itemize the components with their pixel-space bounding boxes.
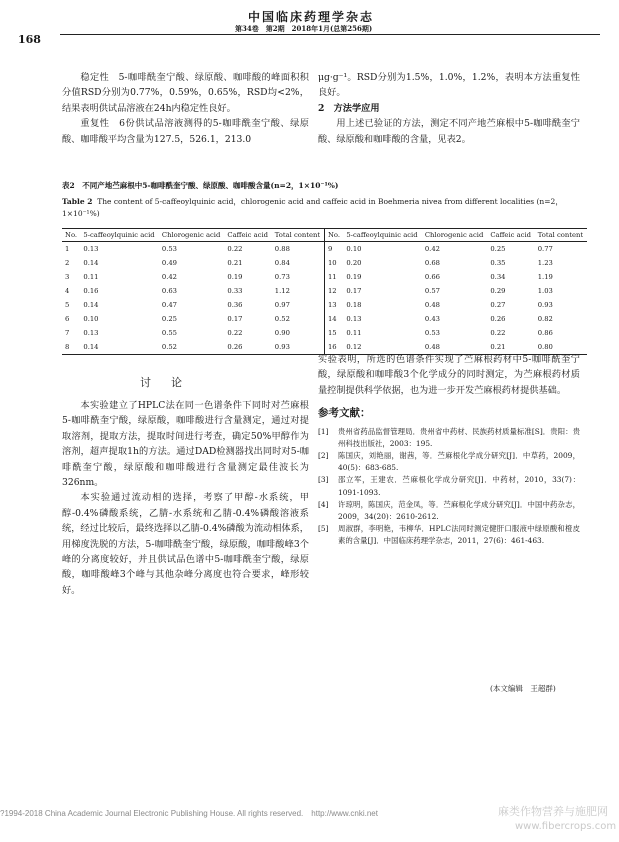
table-cell: 0.11 xyxy=(346,329,362,337)
table-cell: 0.57 xyxy=(424,287,440,295)
section-heading: 2 方法学应用 xyxy=(318,102,380,114)
table-cell: 0.49 xyxy=(161,259,178,267)
table-cell: 0.84 xyxy=(274,259,290,267)
table-cell: 0.19 xyxy=(346,273,362,281)
header-cell: No. xyxy=(62,229,80,242)
reference-text: 贵州省药品监督管理局．贵州省中药材、民族药材质量标准[S]．贵阳：贵州科技出版社，2003：195. xyxy=(338,426,580,448)
table-label: Table 2 xyxy=(62,197,93,206)
table-cell: 0.52 xyxy=(274,315,290,323)
table-cell: 0.11 xyxy=(83,273,99,281)
header-rule xyxy=(60,34,600,35)
watermark-text: 麻类作物营养与施肥网 xyxy=(498,805,608,818)
table-cell: 0.14 xyxy=(80,340,159,355)
table-cell: 8 xyxy=(62,340,80,355)
table-row xyxy=(62,326,587,340)
table-cell: 0.68 xyxy=(424,259,440,267)
table-cell: 0.22 xyxy=(227,329,243,337)
reference-text: 许琼明，陈国庆，范金凤，等．苎麻根化学成分研究[J]．中国中药杂志，2009，34(20)：2610-2612. xyxy=(338,499,580,522)
table-cell: 0.42 xyxy=(424,245,440,253)
table-cell: 0.25 xyxy=(161,315,178,323)
table-cell: 0.21 xyxy=(227,259,243,267)
table-cell: 0.17 xyxy=(346,287,362,295)
reference-item xyxy=(318,499,580,523)
table-cell: 1.12 xyxy=(274,287,290,295)
table-cell: 0.48 xyxy=(422,340,488,355)
table-caption-en-text: The content of 5-caffeoylquinic acid，chlorogenic acid and caffeic acid in Boehmeria nivea from different localities (n=2，1×10⁻¹%) xyxy=(62,197,563,218)
issue-info: 第34卷 第2期 2018年1月(总第256期) xyxy=(235,24,373,33)
table-cell: 0.16 xyxy=(83,287,99,295)
table-cell: 0.13 xyxy=(346,315,362,323)
application-paragraph: 用上述已验证的方法，测定不同产地苎麻根中5-咖啡酰奎宁酸、绿原酸和咖啡酸的含量，见表2。 xyxy=(318,118,580,145)
discussion-conclusion: 实验表明，所选的色谱条件实现了苎麻根药材中5-咖啡酰奎宁酸，绿原酸和咖啡酸3个化学成分的同时测定，为苎麻根药材质量控制提供科学依据，也为进一步开发苎麻根药材提供基础。 xyxy=(318,354,580,396)
table-cell: 0.36 xyxy=(227,301,243,309)
stability-paragraph: 稳定性 5-咖啡酰奎宁酸、绿原酸、咖啡酸的峰面积积分值RSD分别为0.77%，0.59%，0.65%，RSD均<2%，结果表明供试品溶液在24h内稳定性良好。 xyxy=(62,72,309,114)
table-cell: 0.47 xyxy=(161,301,178,309)
table-cell: 13 xyxy=(324,298,343,312)
table-cell: 6 xyxy=(65,315,70,323)
repeatability-paragraph: 重复性 6份供试品溶液测得的5-咖啡酰奎宁酸、绿原酸、咖啡酸平均含量为127.5，526.1，213.0 xyxy=(62,118,309,145)
table-cell: 0.13 xyxy=(83,245,99,253)
table-cell: 4 xyxy=(65,287,70,295)
reference-number: [2] xyxy=(318,451,329,461)
header-cell: Chlorogenic acid xyxy=(422,229,488,242)
header-cell: Caffeic acid xyxy=(224,229,271,242)
table-row xyxy=(62,284,587,298)
reference-number: [1] xyxy=(318,426,329,436)
table-cell: 0.21 xyxy=(487,340,534,355)
table-cell: 1 xyxy=(65,245,70,253)
table-cell: 0.48 xyxy=(424,301,440,309)
top-left-column xyxy=(62,70,309,147)
table-cell: 0.25 xyxy=(490,245,506,253)
table-cell: 0.14 xyxy=(83,259,99,267)
table-cell: 1.23 xyxy=(537,259,553,267)
table-cell: 0.14 xyxy=(83,301,99,309)
header-cell: No. xyxy=(324,229,343,242)
table-cell: 0.88 xyxy=(274,245,290,253)
header-cell: Total content xyxy=(535,229,587,242)
table-cell: 0.26 xyxy=(490,315,506,323)
table-cell: 0.90 xyxy=(274,329,290,337)
editor-note: (本文编辑 王超群) xyxy=(490,684,556,693)
table-cell: 10 xyxy=(324,256,343,270)
discussion-paragraph: 本实验通过流动相的选择，考察了甲醇-水系统，甲醇-0.4%磷酸系统，乙腈-水系统和乙腈-0.4%磷酸溶液系统，经过比较后，最终选择以乙腈-0.4%磷酸为流动相体系，用梯度洗脱的方法，5-咖啡酰奎宁酸，绿原酸，咖啡酸峰3个峰的分离度较好，并且供试品色谱中5-咖啡酰奎宁酸，绿原酸，咖啡酸峰3个峰与其他杂峰分离度也符合要求，峰形较好。 xyxy=(62,492,309,596)
reference-text: 陈国庆，刘艳丽，谢茜，等．苎麻根化学成分研究[J]．中草药，2009，40(5)：683-685. xyxy=(338,451,580,473)
table-header-row xyxy=(62,229,587,242)
table-cell: 0.33 xyxy=(227,287,243,295)
discussion-title: 讨论 xyxy=(140,376,202,389)
header-cell: 5-caffeoylquinic acid xyxy=(80,229,159,242)
table-cell: 0.77 xyxy=(537,245,553,253)
reference-item xyxy=(318,474,580,498)
table-row xyxy=(62,242,587,257)
table-caption-en xyxy=(62,196,592,220)
table-cell: 0.22 xyxy=(490,329,506,337)
table-cell: 0.29 xyxy=(490,287,506,295)
discussion-left-column xyxy=(62,398,309,598)
reference-item xyxy=(318,523,580,547)
table-cell: 0.53 xyxy=(161,245,178,253)
table-cell: 12 xyxy=(324,284,343,298)
table-cell: 0.82 xyxy=(537,315,553,323)
table-cell: 14 xyxy=(324,312,343,326)
table-cell: 16 xyxy=(324,340,343,355)
reference-item xyxy=(318,426,580,450)
reference-number: [5] xyxy=(318,524,329,534)
table-cell: 11 xyxy=(324,270,343,284)
table-cell: 0.43 xyxy=(424,315,440,323)
table-cell: 5 xyxy=(65,301,70,309)
table-cell: 1.19 xyxy=(537,273,553,281)
reference-item xyxy=(318,450,580,474)
discussion-paragraph: 本实验建立了HPLC法在同一色谱条件下同时对苎麻根5-咖啡酰奎宁酸，绿原酸，咖啡酸进行含量测定，通过对提取溶剂，提取方法，提取时间进行考查，确定50%甲醇作为溶剂，超声提取1h的方法。通过DAD检测器找出同时对5-咖啡酰奎宁酸，绿原酸和咖啡酸进行含量测定最佳波长为326nm。 xyxy=(62,400,309,489)
discussion-right-column xyxy=(318,352,580,548)
table-cell: 0.19 xyxy=(227,273,243,281)
table-cell: 0.93 xyxy=(272,340,325,355)
table-cell: 0.55 xyxy=(161,329,178,337)
table-cell: 0.13 xyxy=(83,329,99,337)
table-row xyxy=(62,256,587,270)
table-cell: 0.66 xyxy=(424,273,440,281)
table-cell: 0.10 xyxy=(83,315,99,323)
table-cell: 0.53 xyxy=(424,329,440,337)
table-cell: 7 xyxy=(65,329,70,337)
table-cell: 0.63 xyxy=(161,287,178,295)
table-cell: 0.73 xyxy=(274,273,290,281)
table-cell: 0.42 xyxy=(161,273,178,281)
header-cell: Total content xyxy=(272,229,325,242)
table-cell: 15 xyxy=(324,326,343,340)
copyright-footer: ?1994-2018 China Academic Journal Electronic Publishing House. All rights reserved. http://www.cnki.net xyxy=(0,809,378,818)
content-table xyxy=(62,228,587,355)
watermark-url: www.fibercrops.com xyxy=(515,821,617,832)
table-cell: 0.34 xyxy=(490,273,506,281)
header-cell: Caffeic acid xyxy=(487,229,534,242)
table-cell: 0.35 xyxy=(490,259,506,267)
table-row xyxy=(62,312,587,326)
table-row xyxy=(62,298,587,312)
table-cell: 0.27 xyxy=(490,301,506,309)
journal-title: 中国临床药理学杂志 xyxy=(248,10,375,24)
page-number: 168 xyxy=(18,33,41,46)
table-cell: 0.86 xyxy=(537,329,553,337)
references-title: 参考文献： xyxy=(318,407,371,420)
table-cell: 0.10 xyxy=(346,245,362,253)
table-cell: 0.20 xyxy=(346,259,362,267)
table-cell: 0.52 xyxy=(159,340,225,355)
reference-number: [3] xyxy=(318,475,329,485)
table-cell: 0.22 xyxy=(227,245,243,253)
reference-number: [4] xyxy=(318,499,329,509)
table-cell: 0.12 xyxy=(343,340,422,355)
table-cell: 0.26 xyxy=(224,340,271,355)
table-cell: 0.93 xyxy=(537,301,553,309)
repeatability-continued: μg·g⁻¹。RSD分别为1.5%，1.0%，1.2%，表明本方法重复性良好。 xyxy=(318,72,580,99)
table-cell: 3 xyxy=(65,273,70,281)
reference-text: 周淑群，李明艳，韦柳华．HPLC法同时测定健肝口服液中绿原酸和橙皮素的含量[J]．中国临床药理学杂志，2011，27(6)：461-463. xyxy=(338,524,580,546)
top-right-column xyxy=(318,70,580,147)
header-cell: 5-caffeoylquinic acid xyxy=(343,229,422,242)
table-cell: 0.97 xyxy=(274,301,290,309)
table-cell: 0.18 xyxy=(346,301,362,309)
table-cell: 1.03 xyxy=(537,287,553,295)
table-cell: 0.80 xyxy=(535,340,587,355)
table-cell: 0.17 xyxy=(227,315,243,323)
table-row xyxy=(62,270,587,284)
table-caption-zh: 表2 不同产地苎麻根中5-咖啡酰奎宁酸、绿原酸、咖啡酸含量(n=2，1×10⁻¹%) xyxy=(62,181,339,190)
table-cell: 2 xyxy=(65,259,70,267)
reference-text: 邵立军，王建农．苎麻根化学成分研究[J]．中药材，2010，33(7)：1091-1093. xyxy=(338,475,580,497)
references-list xyxy=(318,426,580,548)
header-cell: Chlorogenic acid xyxy=(159,229,225,242)
table-cell: 9 xyxy=(324,242,343,257)
